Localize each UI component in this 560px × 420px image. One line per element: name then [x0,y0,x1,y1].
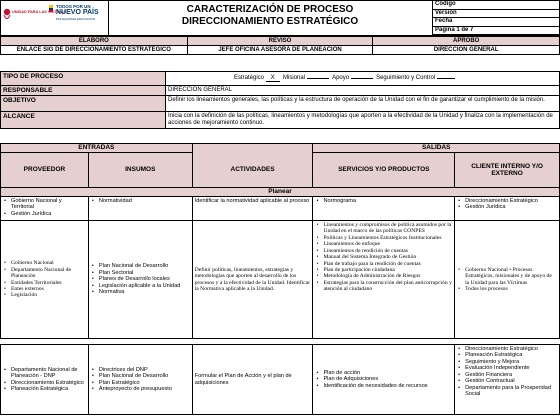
list-item: • Gobierno Nacional • Procesos Estratégicos, misionales y de apoyo de la Unidad para las Víctimas [457,267,557,286]
approvals-table [0,36,560,55]
logo-right-text-3: PAZ EQUIDAD EDUCACIÓN [56,17,95,21]
list-item: • Identificación de necesidades de recursos [315,383,452,389]
column-header-cliente: CLIENTE INTERNO Y/O EXTERNO [455,153,560,188]
cliente-cell [455,197,560,221]
actividad-cell: Formular el Plan de Acción y el plan de adquisiciones [192,345,313,415]
approval-value-elaboro: ENLACE SIG DE DIRECCIONAMIENTO ESTRATEGICO [1,46,188,55]
objetivo-label: OBJETIVO [1,96,166,112]
list-item: • Departamento para la Prosperidad Social [457,385,557,398]
table-row [1,221,560,339]
tipo-proceso-options [166,72,560,86]
list-item: • Directrices del DNP [91,367,190,373]
logo-left-text: UNIDAD PARA LAS VÍCTIMAS [12,10,66,14]
column-header-servicios: SERVICIOS Y/O PRODUCTOS [313,153,455,188]
actividad-cell: Definir políticas, lineamientos, estrategias y metodologías que aporten al desarrollo de los procesos y a la efectividad de la Unidad. Identificar la Normativa aplicable a la Unidad. [192,221,313,339]
list-item: • Entes externos [3,286,86,292]
list-item: • Departamento Nacional de Planeación - DNP [3,367,86,380]
tipo-option-apoyo: Apoyo [332,75,373,81]
list-item: • Políticas y Lineamientos Estratégicos Institucionales [315,235,452,241]
cliente-cell [455,345,560,415]
logo-right-text-1: TODOS POR UN [56,4,91,9]
insumos-cell [88,221,192,339]
column-header-proveedor: PROVEEDOR [1,153,89,188]
logo [2,2,102,32]
approval-header-reviso: REVISO [187,37,373,46]
servicios-cell [313,221,455,339]
list-item: • Plan Nacional de Desarrollo [91,373,190,379]
approval-header-aprobo: APROBO [373,37,560,46]
list-item: • Seguimiento y Mejora [457,359,557,365]
document-meta-table [432,0,560,35]
list-item: • Entidades Territoriales [3,280,86,286]
list-item: • Normatividad [91,198,190,204]
tipo-option-misional: Misional [283,75,329,81]
proveedor-cell [1,345,89,415]
approval-value-aprobo: DIRECCIÓN GENERAL [373,46,560,55]
list-item: • Metodología de Administración de Riesgos [315,273,452,279]
list-item: • Lineamientos de rendición de cuentas [315,248,452,254]
insumos-cell [88,345,192,415]
cliente-cell [455,221,560,339]
responsable-label: RESPONSABLE [1,86,166,96]
list-item: • Gestión Jurídica [3,211,86,217]
list-item: • Legislación aplicable a la Unidad [91,283,190,289]
list-item: • Gobierno Nacional y Territorial [3,198,86,211]
tipo-option-seguimiento: Seguimiento y Control [376,75,455,81]
list-item: • Planeación Estratégica [3,386,86,392]
list-item: • Evaluación Independiente [457,365,557,371]
list-item: • Plan de Adquisiciones [315,376,452,382]
alcance-value: Inicia con la definición de las políticas, lineamientos y metodologías que aporten a la efectividad de la Unidad y finaliza con la implementación de acciones de mejoramiento continuo. [166,112,560,129]
list-item: • Estrategias para la construcción del plan anticorrupción y atención al ciudadano [315,280,452,293]
list-item: • Plan de trabajo para la rendición de cuentas [315,261,452,267]
list-item: • Lineamientos y compromisos de política asumidos por la Unidad en el marco de las políticas CONPES [315,222,452,235]
list-item: • Plan Sectorial [91,270,190,276]
group-header-salidas: SALIDAS [313,144,560,153]
list-item: • Plan de acción [315,370,452,376]
table-row [1,345,560,415]
tipo-mark-apoyo [351,78,373,79]
list-item: • Planes de Desarrollo locales [91,276,190,282]
group-header-entradas: ENTRADAS [1,144,193,153]
table-row [1,197,560,221]
tipo-mark-seguimiento [437,78,455,79]
logo-right-text-2: NUEVO PAÍS [56,9,99,16]
characterization-table [0,143,560,415]
servicios-cell [313,345,455,415]
approval-value-reviso: JEFE OFICINA ASESORA DE PLANEACIÓN [187,46,373,55]
title-line-1: CARACTERIZACIÓN DE PROCESO [186,4,354,15]
approval-header-elaboro: ELABORO [1,37,188,46]
list-item: • Legislación [3,292,86,298]
proveedor-cell [1,221,89,339]
list-item: • Normograma [315,198,452,204]
phase-header-planear: Planear [1,188,560,197]
proveedor-cell [1,197,89,221]
list-item: • Direccionamiento Estratégico [3,380,86,386]
objetivo-value: Definir los lineamientos generales, las políticas y la estructura de operación de la Unidad con el fin de garantizar el cumplimiento de la misión. [166,96,560,112]
list-item: • Plan Estratégico [91,380,190,386]
list-item: • Departamento Nacional de Planeación [3,267,86,280]
list-item: • Anteproyecto de presupuesto [91,386,190,392]
list-item: • Gobierno Nacional [3,260,86,266]
actividad-cell: Identificar la normatividad aplicable al proceso [192,197,313,221]
list-item: • Gestión Jurídica [457,204,557,210]
insumos-cell [88,197,192,221]
list-item: • Manual del Sistema Integrado de Gestión [315,254,452,260]
column-header-insumos: INSUMOS [88,153,192,188]
meta-version: Versión [433,9,560,18]
list-item: • Plan de participación ciudadana [315,267,452,273]
meta-pagina: Página 1 de 7 [433,26,560,35]
servicios-cell [313,197,455,221]
list-item: • Direccionamiento Estratégico [457,198,557,204]
tipo-option-estrategico: Estratégico X [234,75,280,81]
meta-codigo: Código [433,1,560,10]
list-item: • Normativa [91,289,190,295]
list-item: • Plan Nacional de Desarrollo [91,263,190,269]
document-title [110,0,430,36]
title-line-2: DIRECCIONAMIENTO ESTRATÉGICO [181,16,359,27]
list-item: • Gestión Contractual [457,378,557,384]
tipo-proceso-label: TIPO DE PROCESO [1,72,166,86]
list-item: • Gestión Financiera [457,372,557,378]
list-item: • Direccionamiento Estratégico [457,346,557,352]
process-meta-table [0,71,560,129]
list-item: • Todos los procesos [457,286,557,292]
tipo-mark-estrategico: X [266,75,280,83]
alcance-label: ALCANCE [1,112,166,129]
responsable-value: DIRECCION GENERAL [166,86,560,96]
tipo-mark-misional [307,78,329,79]
list-item: • Planeación Estratégica [457,352,557,358]
meta-fecha: Fecha [433,18,560,27]
column-header-actividades: ACTIVIDADES [192,153,313,188]
list-item: • Lineamientos de enfoque [315,241,452,247]
